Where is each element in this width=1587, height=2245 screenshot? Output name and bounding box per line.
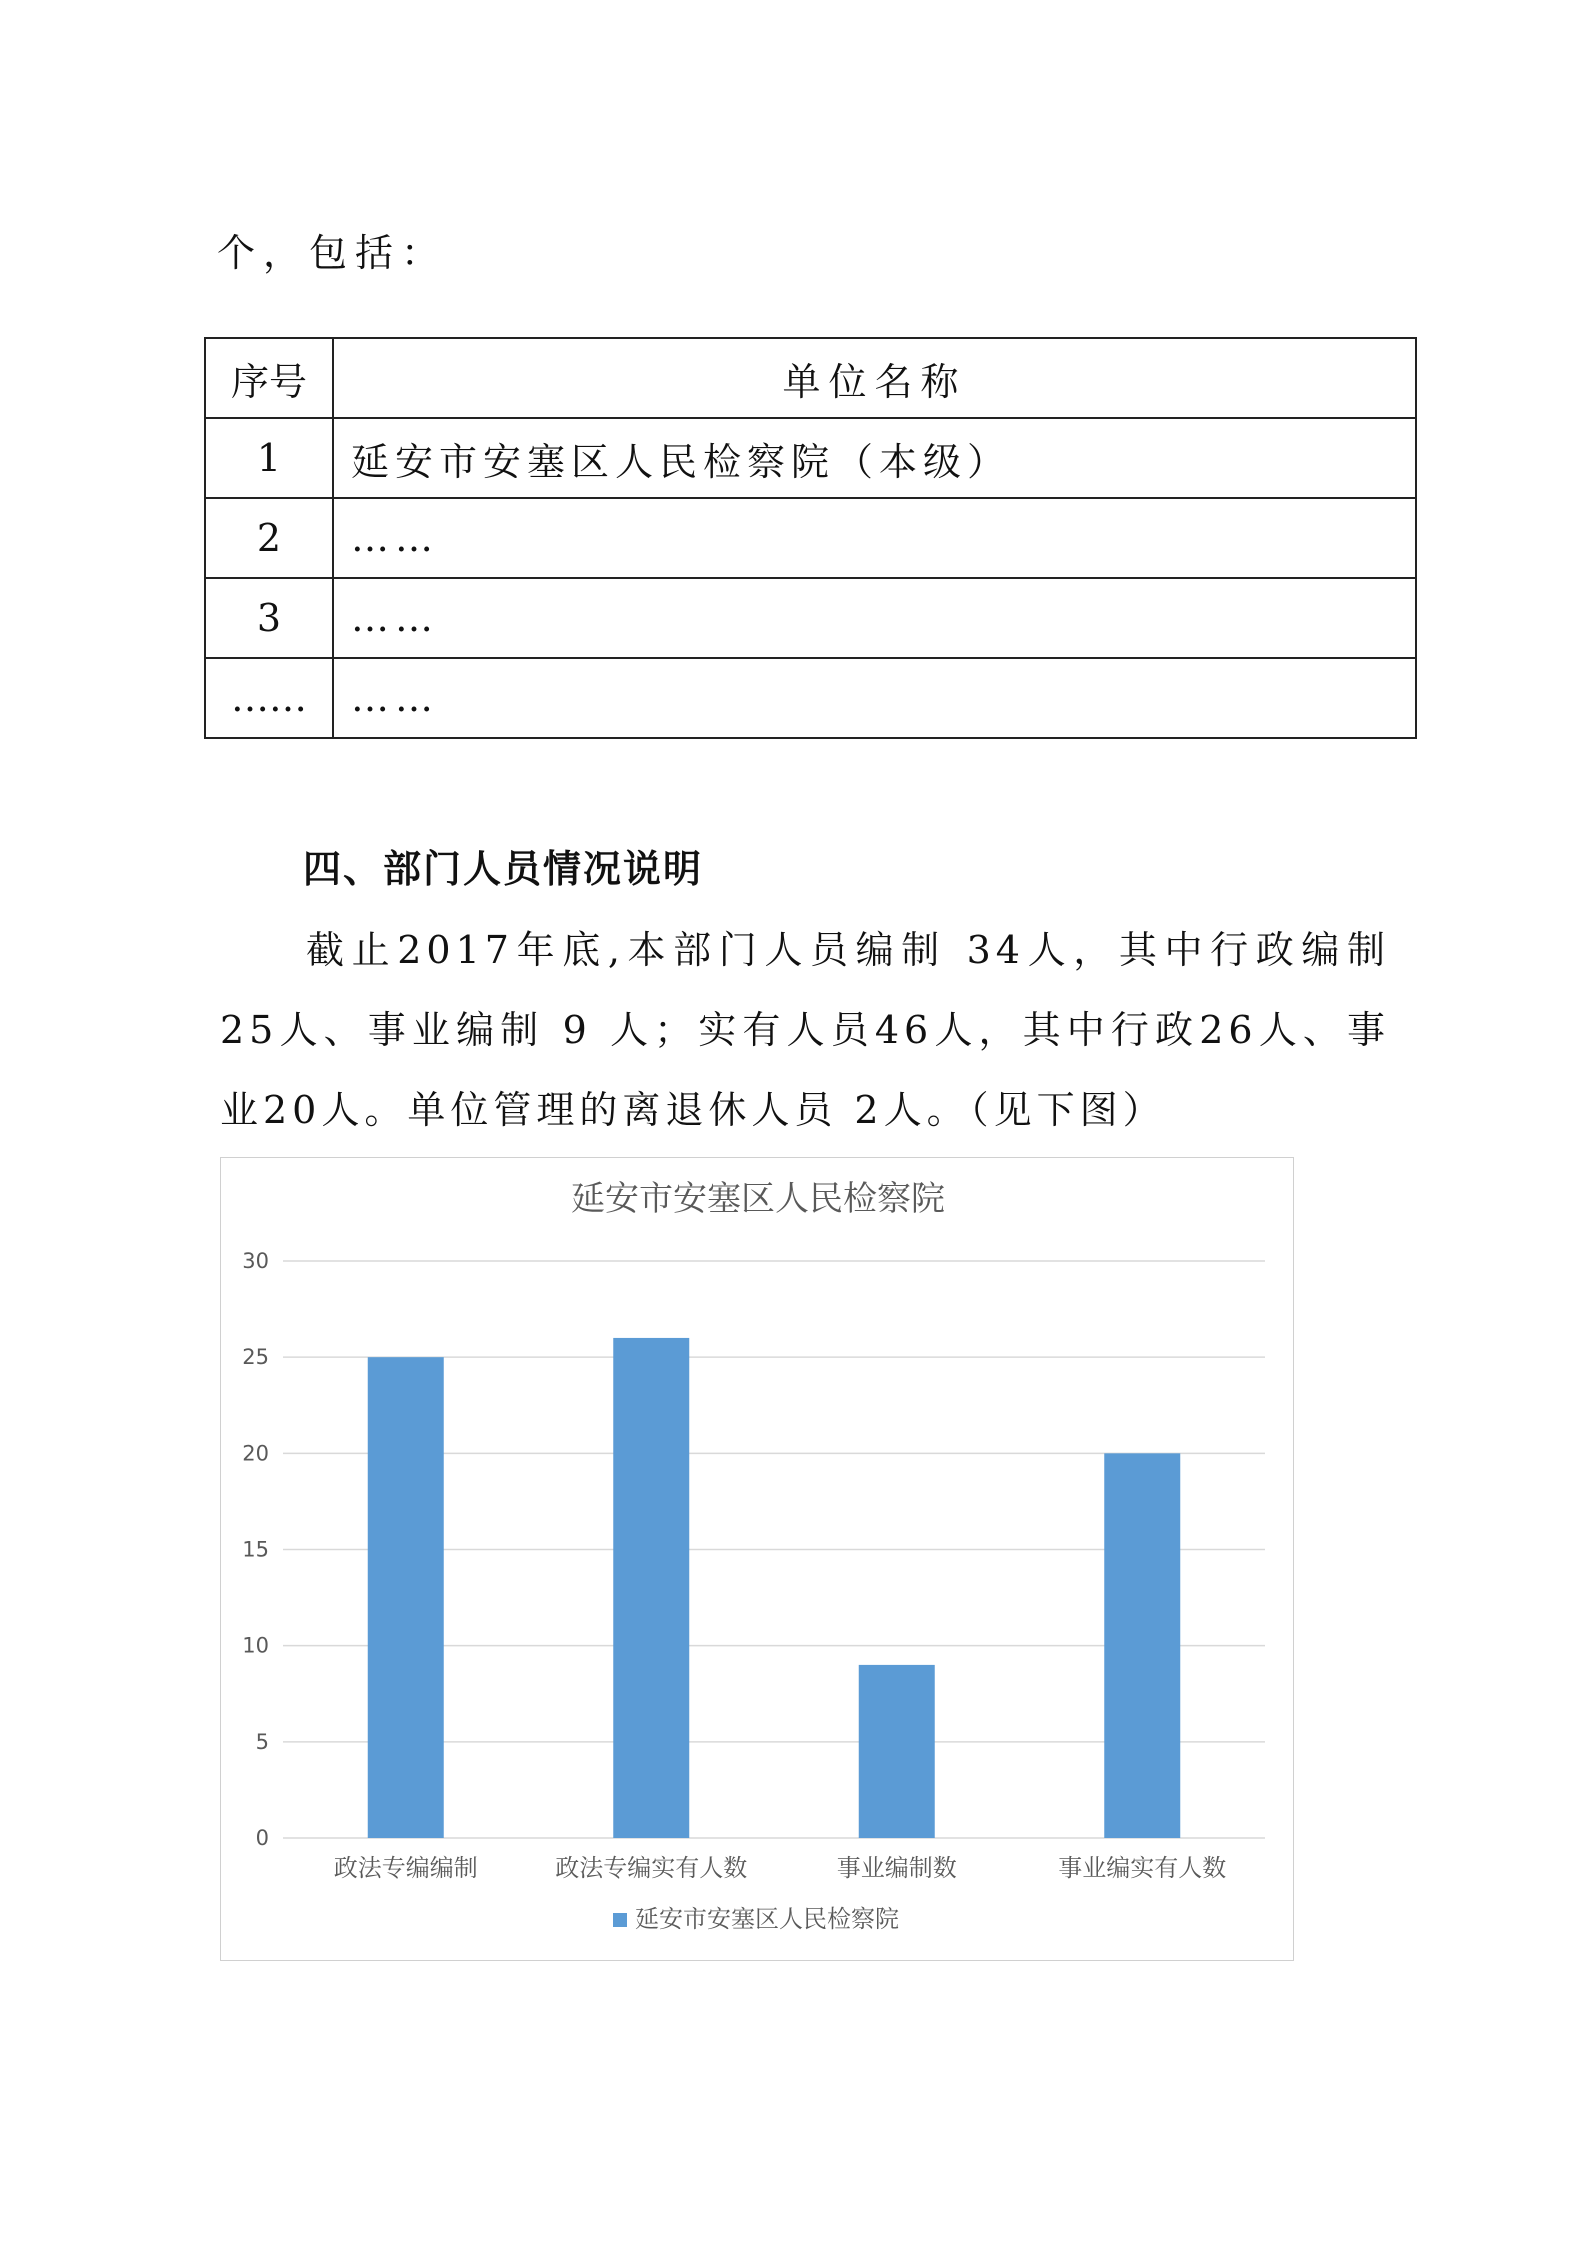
table-row xyxy=(205,418,1416,498)
table-row xyxy=(205,498,1416,578)
row-index: 1 xyxy=(205,418,333,498)
y-tick-label: 15 xyxy=(242,1537,269,1562)
table-header-row xyxy=(205,338,1416,418)
bar xyxy=(613,1338,689,1838)
row-unit-name: …… xyxy=(333,498,1416,578)
y-tick-label: 20 xyxy=(242,1441,269,1466)
bar xyxy=(1104,1453,1180,1838)
x-tick-label: 政法专编编制 xyxy=(333,1854,478,1882)
bar xyxy=(859,1665,935,1838)
lead-text: 个，包括： xyxy=(217,231,448,275)
y-tick-label: 0 xyxy=(255,1826,269,1850)
x-tick-label: 事业编实有人数 xyxy=(1058,1854,1227,1882)
row-index: 2 xyxy=(205,498,333,578)
unit-table xyxy=(204,337,1417,739)
row-index: 3 xyxy=(205,578,333,658)
table-row xyxy=(205,658,1416,738)
chart-title: 延安市安塞区人民检察院 xyxy=(571,1179,945,1219)
x-tick-label: 政法专编实有人数 xyxy=(555,1854,748,1882)
section-heading: 四、部门人员情况说明 xyxy=(303,847,704,891)
row-unit-name: …… xyxy=(333,658,1416,738)
y-tick-label: 10 xyxy=(242,1633,269,1658)
table-row xyxy=(205,578,1416,658)
row-unit-name: 延安市安塞区人民检察院（本级） xyxy=(333,418,1416,498)
y-tick-label: 30 xyxy=(242,1249,269,1273)
legend-swatch xyxy=(613,1913,627,1927)
bar xyxy=(368,1357,444,1838)
row-unit-name: …… xyxy=(333,578,1416,658)
header-index: 序号 xyxy=(205,338,333,418)
x-tick-label: 事业编制数 xyxy=(836,1854,957,1882)
y-tick-label: 5 xyxy=(255,1729,269,1754)
section-paragraph: 截止2017年底,本部门人员编制 34人，其中行政编制25人、事业编制 9 人；实有人员46人，其中行政26人、事业20人。单位管理的离退休人员 2人。（见下图） xyxy=(220,928,1390,1132)
row-index: …… xyxy=(205,658,333,738)
bar-chart xyxy=(220,1157,1294,1961)
legend-label: 延安市安塞区人民检察院 xyxy=(635,1905,899,1933)
chart-svg xyxy=(221,1158,1295,1962)
y-tick-label: 25 xyxy=(242,1345,269,1370)
header-unit-name: 单位名称 xyxy=(333,338,1416,418)
